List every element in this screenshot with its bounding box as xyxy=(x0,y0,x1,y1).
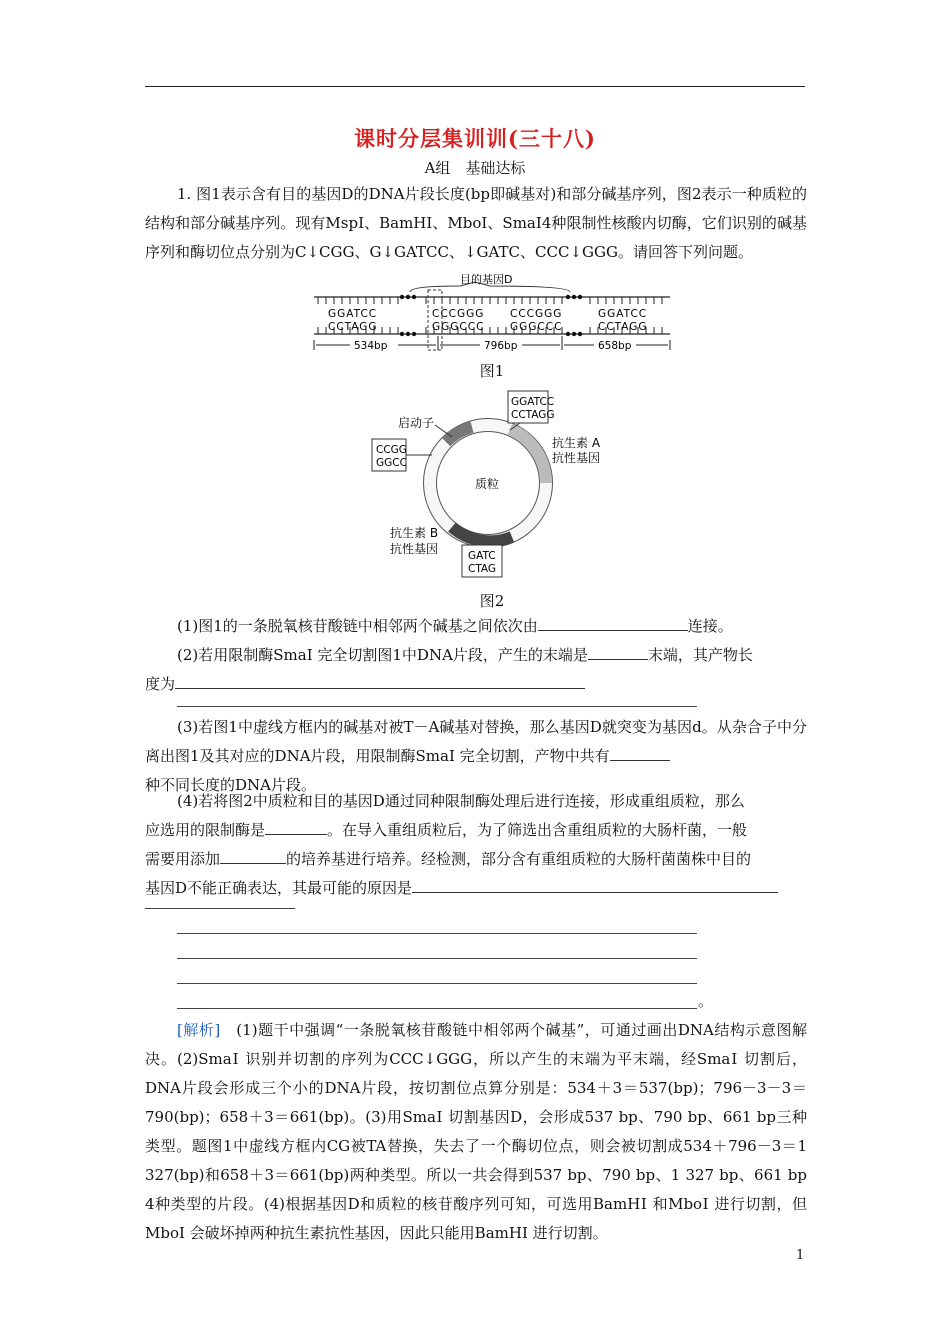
answer-blank[interactable] xyxy=(175,674,585,689)
page-number: 1 xyxy=(796,1248,805,1263)
group-heading: A组 基础达标 xyxy=(424,159,526,177)
figure-2-caption: 图2 xyxy=(479,592,505,610)
seq-top-3: CCCGGG xyxy=(510,308,563,320)
answer-blank[interactable] xyxy=(412,878,778,893)
answer-blank[interactable] xyxy=(265,820,327,835)
seq-bottom-3: GGGCCC xyxy=(510,321,563,333)
seq-bottom-2: GGGCCC xyxy=(432,321,485,333)
answer-line[interactable] xyxy=(177,706,697,707)
seq-bottom-4: CCTAGG xyxy=(598,321,648,333)
seq-top-2: CCCGGG xyxy=(432,308,485,320)
header-rule xyxy=(145,86,805,87)
seq-mboi-top: GATC xyxy=(468,550,496,562)
analysis-paragraph xyxy=(145,1016,807,1248)
page-title: 课时分层集训训(三十八) xyxy=(354,126,596,151)
analysis-text: (1)题干中强调“一条脱氧核苷酸链中相邻两个碱基”，可通过画出DNA结构示意图解决。(2)SmaⅠ 识别并切割的序列为CCC↓GGG，所以产生的末端为平末端，经SmaⅠ 切割后，DNA片段会形成三个小的DNA片段，按切割位点算分别是：534＋3＝537(bp)；796－3－3＝790(bp)；658＋3＝661(bp)。(3)用SmaⅠ 切割基因D，会形成537 bp、790 bp、661 bp三种类型。题图1中虚线方框内CG被TA替换，失去了一个酶切位点，则会被切割成534＋796－3＝1 327(bp)和658＋3＝661(bp)两种类型。所以一共会得到537 bp、790 bp、1 327 bp、661 bp 4种类型的片段。(4)根据基因D和质粒的核苷酸序列可知，可选用BamHⅠ 和MboⅠ 进行切割，但MboⅠ 会破坏掉两种抗生素抗性基因，因此只能用BamHⅠ 进行切割。 xyxy=(145,1021,807,1242)
answer-line[interactable] xyxy=(177,1008,697,1009)
promoter-label: 启动子 xyxy=(398,416,435,430)
seq-mspi-top: CCGG xyxy=(376,444,407,456)
seq-top-1: GGATCC xyxy=(328,308,378,320)
length-534: 534bp xyxy=(354,340,388,352)
question-1-part-4-line1: (4)若将图2中质粒和目的基因D通过同种限制酶处理后进行连接，形成重组质粒，那么 xyxy=(177,792,745,810)
question-1-part-1: (1)图1的一条脱氧核苷酸链中相邻两个碱基之间依次由 连接。 xyxy=(177,617,733,635)
question-1-part-4-line2: 应选用的限制酶是 。在导入重组质粒后，为了筛选出含重组质粒的大肠杆菌，一般 xyxy=(145,821,748,839)
seq-mboi-bottom: CTAG xyxy=(468,563,497,575)
resistance-a-label-2: 抗性基因 xyxy=(552,451,601,465)
answer-line[interactable] xyxy=(177,958,697,959)
answer-line[interactable] xyxy=(145,908,295,909)
question-1-intro: 1. 图1表示含有目的基因D的DNA片段长度(bp即碱基对)和部分碱基序列，图2表示一种质粒的结构和部分碱基序列。现有MspⅠ、BamHⅠ、MboⅠ、SmaⅠ4种限制性核酸内切酶，它们识别的碱基序列和酶切位点分别为C↓CGG、G↓GATCC、↓GATC、CCC↓GGG。请回答下列问题。 xyxy=(145,185,807,261)
seq-top-4: GGATCC xyxy=(598,308,648,320)
figure-1-dna-fragment xyxy=(300,270,680,360)
resistance-b-label-1: 抗生素 B xyxy=(390,526,439,540)
gene-d-label: 目的基因D xyxy=(460,273,513,286)
figure-2-plasmid xyxy=(360,385,620,585)
figure-1-caption: 图1 xyxy=(479,362,505,380)
question-1-part-3: (3)若图1中虚线方框内的碱基对被T－A碱基对替换，那么基因D就突变为基因d。从杂合子中分离出图1及其对应的DNA片段，用限制酶SmaⅠ 完全切割，产物中共有 种不同长度的DNA片段。 xyxy=(145,718,807,794)
plasmid-label: 质粒 xyxy=(475,477,500,491)
question-1-part-2-line2: 度为 xyxy=(145,670,807,699)
question-1-part-4-line4: 基因D不能正确表达，其最可能的原因是 xyxy=(145,874,807,903)
seq-bamhi-top: GGATCC xyxy=(511,396,555,408)
question-1-part-4-line3: 需要用添加 的培养基进行培养。经检测，部分含有重组质粒的大肠杆菌菌株中目的 xyxy=(145,850,752,868)
resistance-b-label-2: 抗性基因 xyxy=(390,542,439,556)
length-796: 796bp xyxy=(484,340,518,352)
answer-blank[interactable] xyxy=(538,616,688,631)
seq-bamhi-bottom: CCTAGG xyxy=(511,409,555,421)
length-658: 658bp xyxy=(598,340,632,352)
answer-blank[interactable] xyxy=(220,849,286,864)
seq-mspi-bottom: GGCC xyxy=(376,457,407,469)
resistance-a-label-1: 抗生素 A xyxy=(552,436,601,450)
seq-bottom-1: CCTAGG xyxy=(328,321,378,333)
final-period: 。 xyxy=(698,992,714,1010)
question-1-part-2: (2)若用限制酶SmaⅠ 完全切割图1中DNA片段，产生的末端是 末端，其产物长 xyxy=(177,646,753,664)
answer-line[interactable] xyxy=(177,933,697,934)
answer-line[interactable] xyxy=(177,983,697,984)
answer-blank[interactable] xyxy=(588,645,648,660)
answer-blank[interactable] xyxy=(610,746,670,761)
analysis-tag: [解析] xyxy=(177,1021,221,1039)
